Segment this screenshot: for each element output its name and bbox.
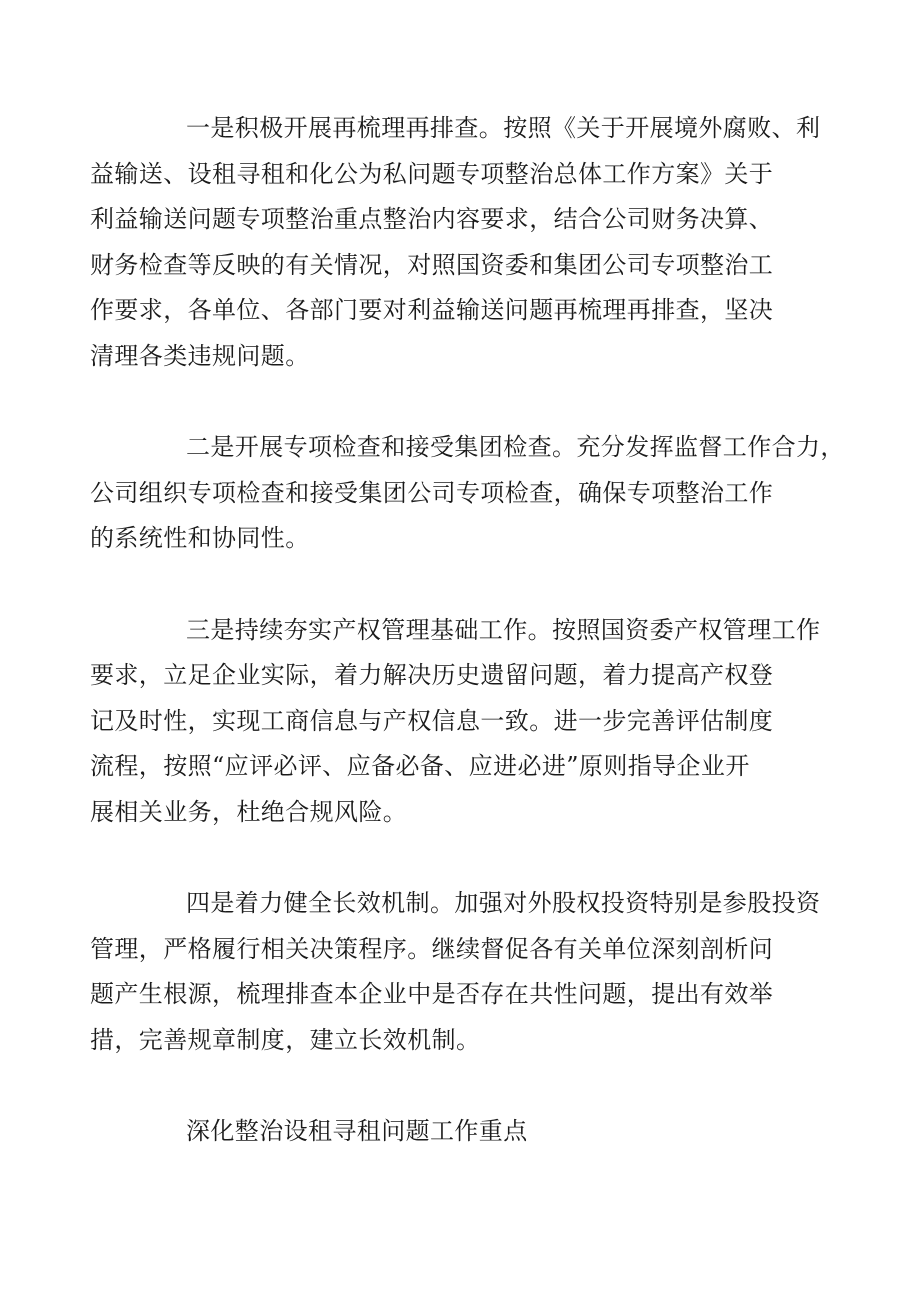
text-line: 利益输送问题专项整治重点整治内容要求，结合公司财务决算、 (90, 205, 774, 233)
text-line: 清理各类违规问题。 (90, 341, 310, 370)
text-line: 措，完善规章制度，建立长效机制。 (90, 1025, 481, 1054)
text-line: 题产生根源，梳理排查本企业中是否存在共性问题，提出有效举 (90, 980, 774, 1008)
paragraph-three (90, 608, 821, 836)
text-line: 财务检查等反映的有关情况，对照国资委和集团公司专项整治工 (90, 250, 774, 279)
paragraph-four (90, 881, 821, 1063)
text-line: 三是持续夯实产权管理基础工作。按照国资委产权管理工作 (186, 615, 821, 644)
text-line: 的系统性和协同性。 (90, 524, 310, 552)
text-line: 要求，立足企业实际，着力解决历史遗留问题，着力提高产权登 (90, 661, 774, 689)
section-heading: 深化整治设租寻租问题工作重点 (186, 1117, 528, 1145)
document-body (90, 106, 845, 1155)
paragraph-two (90, 425, 845, 562)
text-line: 展相关业务，杜绝合规风险。 (90, 797, 408, 826)
text-line: 二是开展专项检查和接受集团检查。充分发挥监督工作合力， (186, 433, 845, 461)
text-line: 管理，严格履行相关决策程序。继续督促各有关单位深刻剖析问 (90, 934, 774, 963)
text-line: 作要求，各单位、各部门要对利益输送问题再梳理再排查，坚决 (90, 296, 774, 324)
text-line: 一是积极开展再梳理再排查。按照《关于开展境外腐败、利 (186, 114, 821, 142)
text-line: 流程，按照“应评必评、应备必备、应进必进”原则指导企业开 (90, 752, 750, 780)
text-line: 记及时性，实现工商信息与产权信息一致。进一步完善评估制度 (90, 706, 774, 735)
text-line: 四是着力健全长效机制。加强对外股权投资特别是参股投资 (186, 889, 821, 917)
text-line: 公司组织专项检查和接受集团公司专项检查，确保专项整治工作 (90, 478, 774, 507)
paragraph-one (90, 106, 821, 379)
text-line: 益输送、设租寻租和化公为私问题专项整治总体工作方案》关于 (90, 159, 774, 188)
